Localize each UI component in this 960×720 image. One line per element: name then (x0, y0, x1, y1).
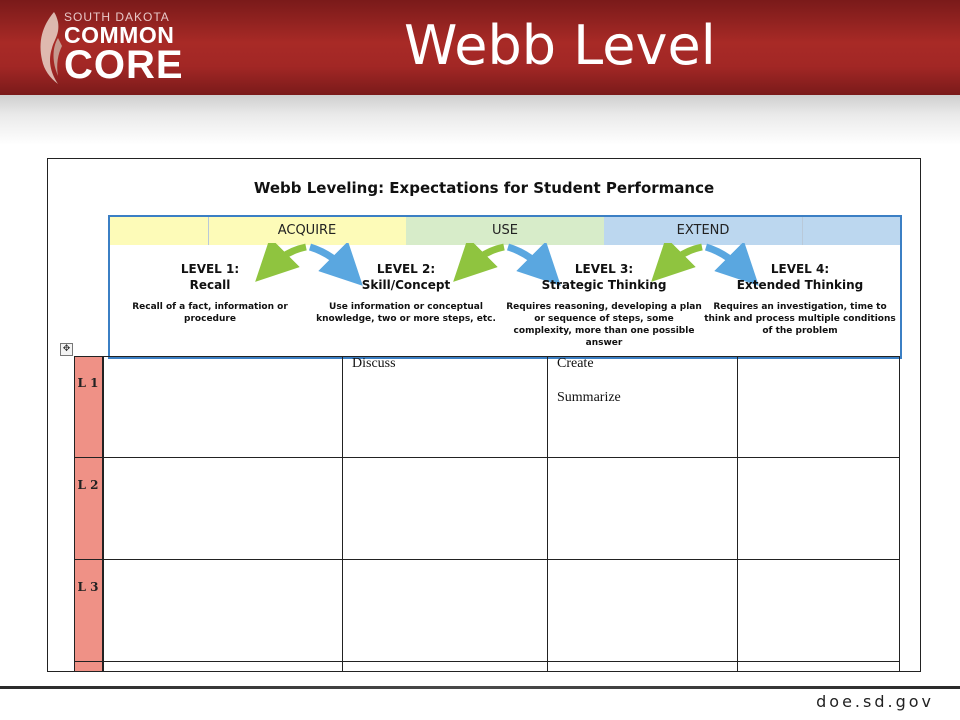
table-col-divider (737, 356, 738, 672)
level-3-subtitle: Strategic Thinking (541, 278, 667, 292)
table-col-divider (547, 356, 548, 672)
table-border-right (899, 356, 900, 672)
level-4-description: Requires an investigation, time to think and process multiple conditions of the problem (704, 302, 896, 336)
level-2-subtitle: Skill/Concept (361, 278, 451, 292)
table-row-divider (74, 661, 900, 662)
row-label-l3: L 3 (77, 580, 99, 594)
level-1 (112, 261, 308, 325)
footer-url: doe.sd.gov (816, 692, 934, 711)
header-shadow (0, 95, 960, 145)
band-divider (802, 217, 803, 245)
cell-summarize: Summarize (557, 390, 621, 405)
sd-common-core-logo (36, 8, 196, 88)
level-4-subtitle: Extended Thinking (736, 278, 864, 292)
band-extend-label: EXTEND (676, 223, 730, 238)
level-1-subtitle: Recall (189, 278, 231, 292)
embedded-document (47, 158, 921, 672)
level-3 (506, 261, 702, 349)
table-col-divider (342, 356, 343, 672)
cell-discuss: Discuss (352, 356, 396, 371)
document-title: Webb Leveling: Expectations for Student Performance (253, 179, 715, 197)
webb-wheel (108, 215, 902, 359)
cell-create: Create (557, 356, 594, 371)
table-row-divider (74, 457, 900, 458)
footer-divider (0, 686, 960, 689)
slide-title: Webb Level (404, 14, 716, 77)
level-3-name: LEVEL 3: (574, 262, 634, 276)
level-3-description: Requires reasoning, developing a plan or sequence of steps, some complexity, more than one possible answer (506, 302, 702, 348)
level-2 (308, 261, 504, 325)
row-label-l2: L 2 (77, 478, 99, 492)
level-1-name: LEVEL 1: (180, 262, 240, 276)
table-row-divider (74, 559, 900, 560)
level-2-name: LEVEL 2: (376, 262, 436, 276)
flame-icon (36, 8, 66, 88)
logo-common-text: COMMON (64, 22, 175, 48)
level-4 (702, 261, 898, 337)
table-move-handle-icon[interactable]: ✥ (60, 343, 73, 356)
level-4-name: LEVEL 4: (770, 262, 830, 276)
row-label-l1: L 1 (77, 376, 99, 390)
table-col-divider (103, 356, 104, 672)
logo-core-text: CORE (64, 43, 184, 87)
band-acquire-label: ACQUIRE (277, 223, 337, 238)
level-2-description: Use information or conceptual knowledge, two or more steps, etc. (316, 302, 496, 324)
table-border-top (74, 356, 900, 357)
level-1-description: Recall of a fact, information or procedure (132, 302, 288, 324)
logo-state-text: SOUTH DAKOTA (64, 10, 170, 24)
table-border-left (74, 356, 75, 672)
band-use-label: USE (492, 223, 518, 238)
row-header-column (74, 356, 103, 672)
